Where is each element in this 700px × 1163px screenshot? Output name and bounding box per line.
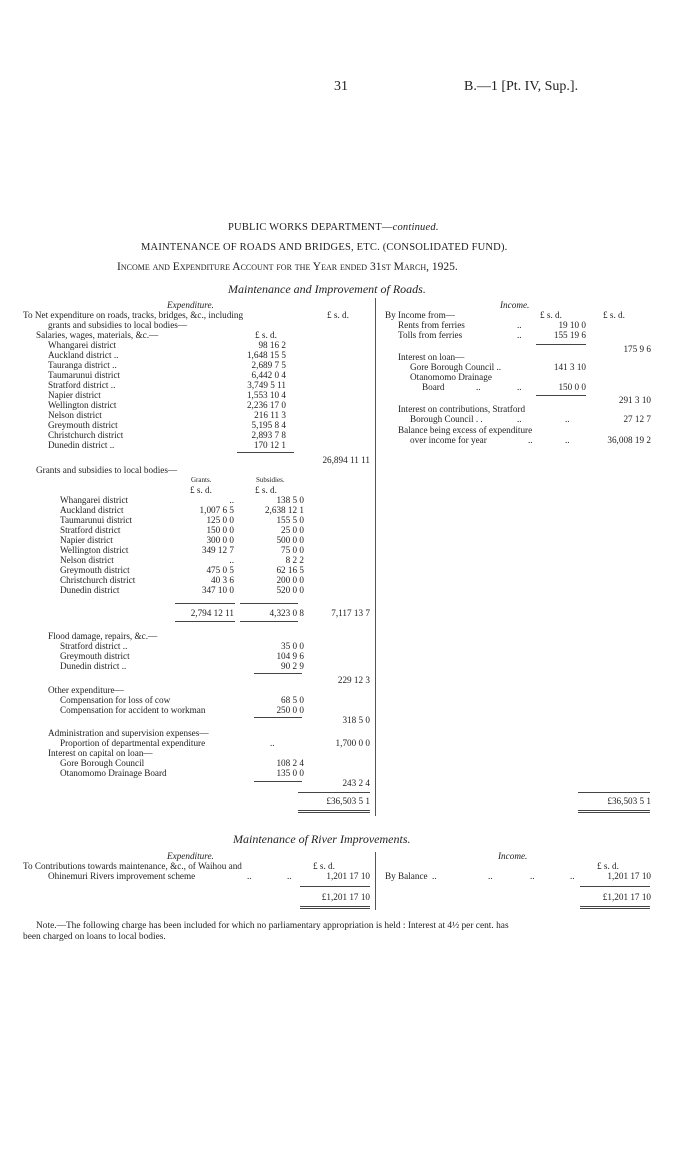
document-reference: B.—1 [Pt. IV, Sup.]. xyxy=(464,79,579,94)
leader-dots: .. xyxy=(517,414,522,424)
grant-amount: 1,007 6 5 xyxy=(199,505,234,515)
list-item: Otanomomo Drainage xyxy=(410,372,492,382)
list-item: Gore Borough Council .. xyxy=(410,362,502,372)
subsidy-amount: 155 5 0 xyxy=(276,515,304,525)
total-rule xyxy=(578,792,650,793)
double-rule xyxy=(578,812,650,813)
list-item: Nelson district xyxy=(48,410,102,420)
subtotal-rule xyxy=(254,673,302,674)
grant-amount: .. xyxy=(229,495,234,505)
river-contributions-line: To Contributions towards maintenance, &c., of Waihou and xyxy=(23,861,242,871)
expenditure-grand-total: £36,503 5 1 xyxy=(326,796,370,806)
list-item: Dunedin district .. xyxy=(60,661,127,671)
river-balance-line: By Balance xyxy=(385,871,428,881)
leader-dots: .. xyxy=(476,382,481,392)
double-rule xyxy=(580,906,650,907)
table-row: Whangarei district xyxy=(60,495,129,505)
contributions-amount: 27 12 7 xyxy=(623,414,651,424)
list-item-amount: 19 10 0 xyxy=(558,320,586,330)
leader-dots: .. xyxy=(517,330,522,340)
net-expenditure-line2: grants and subsidies to local bodies— xyxy=(48,320,188,330)
income-total-lsd-header: £ s. d. xyxy=(603,310,625,320)
grant-amount: 347 10 0 xyxy=(201,585,234,595)
total-rule xyxy=(580,886,650,887)
leader-dots: .. xyxy=(528,435,533,445)
page-number: 31 xyxy=(334,79,348,94)
list-item: Otanomomo Drainage Board xyxy=(60,768,167,778)
other-heading: Other expenditure— xyxy=(48,685,124,695)
subsidy-amount: 520 0 0 xyxy=(276,585,304,595)
ferries-total: 175 9 6 xyxy=(623,344,651,354)
list-item-amount: 98 16 2 xyxy=(258,340,286,350)
list-item: Wellington district xyxy=(48,400,117,410)
list-item-amount: 35 0 0 xyxy=(281,641,304,651)
double-rule xyxy=(580,908,650,909)
grants-lsd-header: £ s. d. xyxy=(190,485,212,495)
river-total: £1,201 17 10 xyxy=(321,892,370,902)
interest-total: 243 2 4 xyxy=(342,778,370,788)
list-item: Tolls from ferries xyxy=(398,330,463,340)
income-heading: Income. xyxy=(500,300,530,310)
leader-dots: .. xyxy=(517,382,522,392)
list-item-amount: 2,236 17 0 xyxy=(246,400,286,410)
list-item: Greymouth district xyxy=(48,420,118,430)
list-item-amount: 90 2 9 xyxy=(281,661,304,671)
admin-total: 1,700 0 0 xyxy=(335,738,370,748)
leader-dots: .. xyxy=(488,871,493,881)
double-rule xyxy=(300,906,370,907)
list-item: Compensation for loss of cow xyxy=(60,695,171,705)
contributions-line2: Borough Council . . xyxy=(410,414,483,424)
leader-dots: .. xyxy=(570,871,575,881)
list-item: Tauranga district .. xyxy=(48,360,117,370)
list-item-amount: 1,648 15 5 xyxy=(246,350,286,360)
department-title xyxy=(228,223,439,234)
income-lsd-header: £ s. d. xyxy=(540,310,562,320)
footnote-line1: Note.—The following charge has been included for which no parliamentary appropriation is held : Interest at 4½ per cent. has xyxy=(36,921,509,931)
list-item-amount: 141 3 10 xyxy=(553,362,586,372)
subsidy-amount: 8 2 2 xyxy=(285,555,304,565)
grant-amount: 475 0 5 xyxy=(206,565,234,575)
river-income-heading: Income. xyxy=(498,851,528,861)
double-rule xyxy=(300,908,370,909)
table-row: Nelson district xyxy=(60,555,114,565)
river-income-amount: 1,201 17 10 xyxy=(607,871,651,881)
expenditure-heading: Expenditure. xyxy=(167,300,214,310)
list-item-amount: 135 0 0 xyxy=(276,768,304,778)
list-item-amount: 68 5 0 xyxy=(281,695,304,705)
list-item-amount: 155 19 6 xyxy=(553,330,586,340)
list-item-amount: 2,689 7 5 xyxy=(251,360,286,370)
leader-dots: .. xyxy=(270,738,275,748)
salaries-lsd-header: £ s. d. xyxy=(255,330,277,340)
account-title: Income and Expenditure Account for the Year ended 31st March, 1925. xyxy=(117,261,458,273)
double-rule xyxy=(578,810,650,811)
roads-section-title: Maintenance and Improvement of Roads. xyxy=(228,282,426,296)
list-item: Auckland district .. xyxy=(48,350,119,360)
grants-heading: Grants and subsidies to local bodies— xyxy=(36,465,178,475)
list-item-amount: 6,442 0 4 xyxy=(251,370,286,380)
leader-dots: .. xyxy=(247,871,252,881)
admin-line: Proportion of departmental expenditure xyxy=(60,738,206,748)
leader-dots: .. xyxy=(432,871,437,881)
table-row: Napier district xyxy=(60,535,113,545)
salaries-total: 26,894 11 11 xyxy=(322,455,370,465)
income-from-heading: By Income from— xyxy=(385,310,455,320)
admin-heading: Administration and supervision expenses— xyxy=(48,728,209,738)
list-item-amount: 170 12 1 xyxy=(253,440,286,450)
table-row: Auckland district xyxy=(60,505,124,515)
table-divider xyxy=(375,298,376,816)
subsidy-amount: 138 5 0 xyxy=(276,495,304,505)
list-item-amount: 5,195 8 4 xyxy=(251,420,286,430)
river-contributions-line2: Ohinemuri Rivers improvement scheme xyxy=(48,871,196,881)
list-item-amount: 3,749 5 11 xyxy=(247,380,286,390)
grant-amount: 150 0 0 xyxy=(206,525,234,535)
river-expenditure-heading: Expenditure. xyxy=(167,851,214,861)
list-item-line2: Board xyxy=(422,382,445,392)
column-lsd-header: £ s. d. xyxy=(327,310,349,320)
table-row: Taumarunui district xyxy=(60,515,133,525)
leader-dots: .. xyxy=(565,435,570,445)
balance-line2: over income for year xyxy=(410,435,487,445)
list-item: Stratford district .. xyxy=(60,641,128,651)
grant-amount: 300 0 0 xyxy=(206,535,234,545)
subsidy-amount: 62 16 5 xyxy=(276,565,304,575)
river-section-title: Maintenance of River Improvements. xyxy=(233,832,411,846)
total-rule xyxy=(240,621,298,622)
list-item: Gore Borough Council xyxy=(60,758,145,768)
subtotal-rule xyxy=(175,603,235,604)
subtotal-rule xyxy=(254,781,302,782)
list-item: Compensation for accident to workman xyxy=(60,705,206,715)
subsidy-amount: 2,638 12 1 xyxy=(264,505,304,515)
table-row: Wellington district xyxy=(60,545,129,555)
grant-amount: 349 12 7 xyxy=(201,545,234,555)
flood-heading: Flood damage, repairs, &c.— xyxy=(48,631,158,641)
subsidy-amount: 25 0 0 xyxy=(281,525,304,535)
subtotal-rule xyxy=(240,603,298,604)
balance-amount: 36,008 19 2 xyxy=(607,435,651,445)
leader-dots: .. xyxy=(530,871,535,881)
list-item-amount: 108 2 4 xyxy=(276,758,304,768)
subtotal-rule xyxy=(254,717,302,718)
leader-dots: .. xyxy=(287,871,292,881)
river-lsd-header: £ s. d. xyxy=(313,861,335,871)
table-row: Greymouth district xyxy=(60,565,130,575)
subsidies-column-header: Subsidies. xyxy=(256,476,285,484)
list-item-amount: 250 0 0 xyxy=(276,705,304,715)
list-item: Napier district xyxy=(48,390,101,400)
subtotal-rule xyxy=(536,344,586,345)
table-divider xyxy=(375,852,376,910)
grant-amount: 125 0 0 xyxy=(206,515,234,525)
list-item: Taumarunui district xyxy=(48,370,121,380)
grants-total: 2,794 12 11 xyxy=(190,608,234,618)
leader-dots: .. xyxy=(565,414,570,424)
river-income-total: £1,201 17 10 xyxy=(602,892,651,902)
grant-amount: 40 3 6 xyxy=(211,575,234,585)
grants-column-header: Grants. xyxy=(191,476,212,484)
double-rule xyxy=(298,810,370,811)
income-interest-heading: Interest on loan— xyxy=(398,352,465,362)
list-item-amount: 216 11 3 xyxy=(254,410,286,420)
grants-subsidies-total: 7,117 13 7 xyxy=(331,608,370,618)
subtotal-rule xyxy=(237,452,294,453)
double-rule xyxy=(298,812,370,813)
balance-line: Balance being excess of expenditure xyxy=(398,425,533,435)
department-name: PUBLIC WORKS DEPARTMENT— xyxy=(228,222,393,233)
list-item: Whangarei district xyxy=(48,340,117,350)
subsidy-amount: 75 0 0 xyxy=(281,545,304,555)
subsidies-lsd-header: £ s. d. xyxy=(255,485,277,495)
list-item: Greymouth district xyxy=(60,651,130,661)
table-row: Dunedin district xyxy=(60,585,120,595)
net-expenditure-line: To Net expenditure on roads, tracks, bridges, &c., including xyxy=(23,310,244,320)
river-income-lsd-header: £ s. d. xyxy=(597,861,619,871)
footnote-line2: been charged on loans to local bodies. xyxy=(23,932,166,942)
list-item-amount: 1,553 10 4 xyxy=(246,390,286,400)
department-continued: continued. xyxy=(392,222,439,233)
total-rule xyxy=(300,886,370,887)
interest-heading: Interest on capital on loan— xyxy=(48,748,153,758)
list-item-amount: 150 0 0 xyxy=(558,382,586,392)
income-interest-total: 291 3 10 xyxy=(618,395,651,405)
table-row: Christchurch district xyxy=(60,575,136,585)
contributions-line: Interest on contributions, Stratford xyxy=(398,404,526,414)
list-item-amount: 2,893 7 8 xyxy=(251,430,286,440)
list-item: Dunedin district .. xyxy=(48,440,115,450)
maintenance-title: MAINTENANCE OF ROADS AND BRIDGES, ETC. (CONSOLIDATED FUND). xyxy=(141,242,508,253)
total-rule xyxy=(298,792,370,793)
leader-dots: .. xyxy=(517,320,522,330)
subtotal-rule xyxy=(536,395,586,396)
other-total: 318 5 0 xyxy=(342,715,370,725)
grant-amount: .. xyxy=(229,555,234,565)
total-rule xyxy=(175,621,235,622)
list-item: Rents from ferries xyxy=(398,320,465,330)
subsidies-total: 4,323 0 8 xyxy=(269,608,304,618)
list-item: Stratford district .. xyxy=(48,380,116,390)
subsidy-amount: 500 0 0 xyxy=(276,535,304,545)
income-grand-total: £36,503 5 1 xyxy=(607,796,651,806)
salaries-heading: Salaries, wages, materials, &c.— xyxy=(36,330,159,340)
flood-total: 229 12 3 xyxy=(337,675,370,685)
river-amount: 1,201 17 10 xyxy=(326,871,370,881)
list-item: Christchurch district xyxy=(48,430,124,440)
subsidy-amount: 200 0 0 xyxy=(276,575,304,585)
table-row: Stratford district xyxy=(60,525,121,535)
list-item-amount: 104 9 6 xyxy=(276,651,304,661)
